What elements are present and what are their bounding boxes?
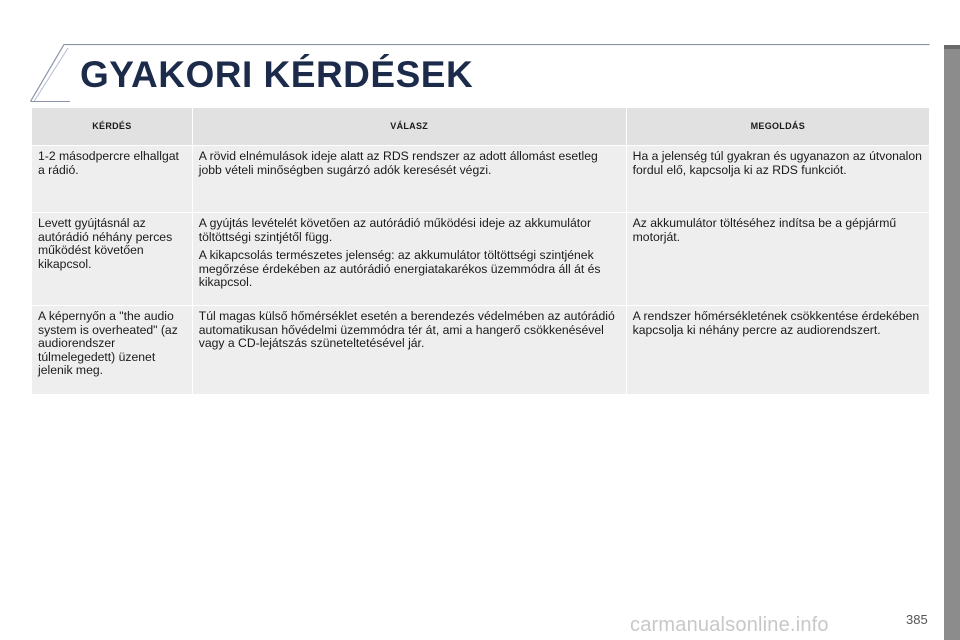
page-number: 385 [906,612,928,627]
answer-paragraph: A rövid elnémulások ideje alatt az RDS rendszer az adott állomást esetleg jobb vételi minőségben sugárzó adók keresését végzi. [198,149,598,177]
cell-question: A képernyőn a "the audio system is overheated" (az audiorendszer túlmelegedett) üzenet jelenik meg. [32,306,192,395]
table-header-row [32,108,929,146]
header-question: KÉRDÉS [32,108,192,146]
answer-paragraph: A kikapcsolás természetes jelenség: az akkumulátor töltöttségi szintjének megőrzése érdekében az autórádió energiatakarékos üzemmódra áll át és kikapcsol. [198,248,601,289]
cell-solution: Az akkumulátor töltéséhez indítsa be a gépjármű motorját. [626,213,929,306]
cell-question: 1-2 másodpercre elhallgat a rádió. [32,146,192,213]
cell-answer [192,213,626,306]
table-row [32,146,929,213]
cell-solution: A rendszer hőmérsékletének csökkentése érdekében kapcsolja ki néhány percre az audiorendszert. [626,306,929,395]
table-row [32,213,929,306]
table-row [32,306,929,395]
side-tab-bar [944,45,960,640]
faq-table [32,108,929,394]
page-title: GYAKORI KÉRDÉSEK [80,54,474,95]
answer-paragraph: Túl magas külső hőmérséklet esetén a berendezés védelmében az autórádió automatikusan hővédelmi üzemmódra tér át, ami a hangerő csökkenésével vagy a CD-lejátszás szüneteltetésével jár. [198,309,615,350]
cell-solution: Ha a jelenség túl gyakran és ugyanazon az útvonalon fordul elő, kapcsolja ki az RDS funkciót. [626,146,929,213]
cell-question: Levett gyújtásnál az autórádió néhány perces működést követően kikapcsol. [32,213,192,306]
cell-answer [192,146,626,213]
cell-answer [192,306,626,395]
watermark: carmanualsonline.info [630,614,829,636]
header-answer: VÁLASZ [192,108,626,146]
side-tab-bar-cap [944,45,960,49]
answer-paragraph: A gyújtás levételét követően az autórádió működési ideje az akkumulátor töltöttségi szintjétől függ. [198,216,592,244]
header-solution: MEGOLDÁS [626,108,929,146]
